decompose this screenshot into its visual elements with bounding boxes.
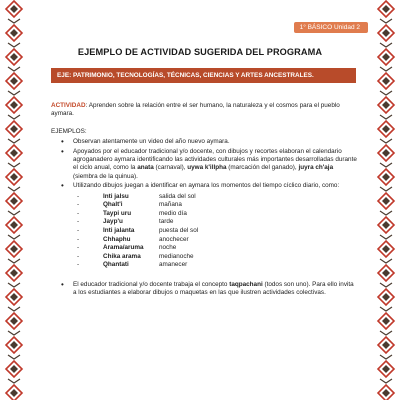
chevron-motif-icon (380, 211, 392, 215)
word-dash: - (77, 261, 80, 269)
diamond-center-icon (382, 125, 390, 133)
word-dash: - (77, 209, 80, 217)
chevron-motif-icon (380, 139, 392, 143)
document-page (34, 0, 366, 400)
list-item (73, 182, 357, 270)
keyword: uywa k'illpha (187, 164, 227, 172)
chevron-motif-icon (8, 115, 20, 119)
spanish-translation: mañana (159, 201, 182, 209)
aymara-word: Chika arama (103, 252, 141, 260)
aymara-word: Arama/aruma (103, 244, 144, 252)
chevron-motif-icon (8, 283, 20, 287)
table-row (77, 261, 198, 270)
word-dash: - (77, 201, 80, 209)
table-row (77, 253, 198, 262)
diamond-center-icon (382, 365, 390, 373)
diamond-center-icon (10, 77, 18, 85)
diamond-center-icon (10, 341, 18, 349)
activity-paragraph (51, 102, 357, 119)
diamond-center-icon (10, 365, 18, 373)
diamond-center-icon (382, 101, 390, 109)
list-item-text: (siembra de la quinua). (73, 172, 138, 180)
diamond-center-icon (10, 317, 18, 325)
activity-label: ACTIVIDAD (51, 102, 86, 109)
decorative-border-left (4, 0, 24, 400)
eje-banner: EJE: PATRIMONIO, TECNOLOGÍAS, TÉCNICAS, CIENCIAS Y ARTES ANCESTRALES. (51, 68, 356, 83)
page-title: EJEMPLO DE ACTIVIDAD SUGERIDA DEL PROGRAMA (77, 47, 323, 57)
aymara-word: Qhalt'i (103, 201, 123, 209)
chevron-motif-icon (8, 259, 20, 263)
diamond-center-icon (10, 245, 18, 253)
time-words-table (77, 193, 198, 270)
chevron-motif-icon (380, 43, 392, 47)
diamond-center-icon (10, 5, 18, 13)
aymara-word: Inti jalsu (103, 192, 129, 200)
chevron-motif-icon (380, 19, 392, 23)
diamond-center-icon (10, 389, 18, 397)
chevron-motif-icon (380, 307, 392, 311)
chevron-motif-icon (8, 355, 20, 359)
chevron-motif-icon (8, 91, 20, 95)
aymara-pattern-icon (376, 0, 396, 400)
chevron-motif-icon (380, 331, 392, 335)
chevron-motif-icon (380, 259, 392, 263)
diamond-center-icon (10, 125, 18, 133)
chevron-motif-icon (8, 331, 20, 335)
aymara-word: Taypi uru (103, 209, 132, 217)
word-dash: - (77, 218, 80, 226)
chevron-motif-icon (380, 283, 392, 287)
chevron-motif-icon (8, 235, 20, 239)
grade-unit-badge: 1° BÁSICO Unidad 2 (294, 22, 368, 33)
chevron-motif-icon (8, 19, 20, 23)
diamond-center-icon (10, 197, 18, 205)
table-row (77, 210, 198, 219)
decorative-border-right (376, 0, 396, 400)
chevron-motif-icon (8, 211, 20, 215)
examples-list (51, 138, 357, 298)
examples-label: EJEMPLOS: (51, 127, 87, 135)
table-row (77, 236, 198, 245)
activity-text: : Aprenden sobre la relación entre el ser humano, la naturaleza y el cosmos para el pueblo aymara. (51, 102, 340, 118)
diamond-center-icon (10, 173, 18, 181)
diamond-center-icon (10, 53, 18, 61)
list-item-text: Observan atentamente un video del año nuevo aymara. (73, 138, 230, 146)
chevron-motif-icon (380, 163, 392, 167)
keyword: anata (137, 164, 154, 172)
diamond-center-icon (10, 269, 18, 277)
keyword: juyra ch'aja (298, 164, 334, 172)
diamond-center-icon (382, 77, 390, 85)
chevron-motif-icon (380, 379, 392, 383)
spanish-translation: medianoche (159, 252, 194, 260)
diamond-center-icon (382, 197, 390, 205)
list-item (73, 148, 357, 182)
spanish-translation: noche (159, 244, 177, 252)
chevron-motif-icon (380, 91, 392, 95)
diamond-center-icon (382, 317, 390, 325)
spanish-translation: medio día (159, 209, 187, 217)
diamond-center-icon (10, 221, 18, 229)
word-dash: - (77, 235, 80, 243)
activity-body (51, 102, 357, 299)
chevron-motif-icon (8, 379, 20, 383)
spanish-translation: puesta del sol (159, 227, 199, 235)
list-item-text: (todos son uno). Para ello invita a los estudiantes a elaborar dibujos o maquetas en las que ilustren actividades colectivas. (73, 281, 354, 297)
word-dash: - (77, 227, 80, 235)
aymara-pattern-icon (4, 0, 24, 400)
chevron-motif-icon (8, 43, 20, 47)
diamond-center-icon (382, 29, 390, 37)
table-row (77, 218, 198, 227)
chevron-motif-icon (380, 115, 392, 119)
spanish-translation: amanecer (159, 261, 188, 269)
diamond-center-icon (382, 389, 390, 397)
list-item (73, 281, 357, 298)
diamond-center-icon (382, 149, 390, 157)
keyword: taqpachani (229, 281, 263, 288)
table-row (77, 244, 198, 253)
chevron-motif-icon (380, 355, 392, 359)
spanish-translation: anochecer (159, 235, 189, 243)
diamond-center-icon (382, 245, 390, 253)
diamond-center-icon (382, 341, 390, 349)
list-item-text: El educador tradicional y/o docente trabaja el concepto (73, 281, 230, 288)
word-dash: - (77, 252, 80, 260)
diamond-center-icon (382, 293, 390, 301)
aymara-word: Jayp'u (103, 218, 123, 226)
word-dash: - (77, 192, 80, 200)
list-item-text: Apoyados por el educador tradicional y/o docente, con dibujos y recortes elaboran el calendario agroganadero aymara identificando las actividades culturales más importantes desarrolladas durante el ciclo anual, como la (73, 147, 357, 172)
list-item-text: (marcación del ganado), (226, 164, 299, 172)
diamond-center-icon (382, 5, 390, 13)
chevron-motif-icon (8, 67, 20, 71)
table-row (77, 201, 198, 210)
word-dash: - (77, 244, 80, 252)
diamond-center-icon (10, 149, 18, 157)
spanish-translation: salida del sol (159, 192, 196, 200)
diamond-center-icon (382, 53, 390, 61)
diamond-center-icon (382, 221, 390, 229)
diamond-center-icon (10, 293, 18, 301)
chevron-motif-icon (8, 187, 20, 191)
list-item-text: Utilizando dibujos juegan a identificar en aymara los momentos del tiempo cíclico diario, como: (73, 182, 340, 190)
diamond-center-icon (382, 173, 390, 181)
chevron-motif-icon (8, 307, 20, 311)
diamond-center-icon (10, 29, 18, 37)
chevron-motif-icon (380, 235, 392, 239)
diamond-center-icon (382, 269, 390, 277)
spanish-translation: tarde (159, 218, 174, 226)
chevron-motif-icon (8, 139, 20, 143)
list-item (73, 138, 357, 146)
diamond-center-icon (10, 101, 18, 109)
chevron-motif-icon (8, 163, 20, 167)
aymara-word: Inti jalanta (103, 227, 135, 235)
table-row (77, 193, 198, 202)
aymara-word: Qhantati (103, 261, 129, 269)
aymara-word: Chhaphu (103, 235, 131, 243)
list-item-text: (carnaval), (153, 164, 188, 172)
chevron-motif-icon (380, 67, 392, 71)
chevron-motif-icon (380, 187, 392, 191)
table-row (77, 227, 198, 236)
